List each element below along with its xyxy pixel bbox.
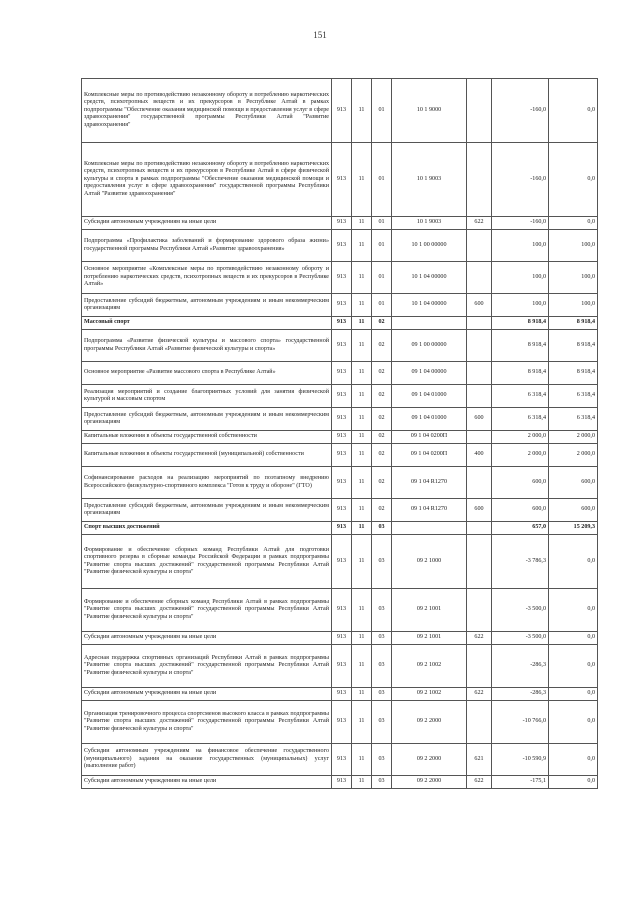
grbs-code-cell: 913 [332,330,352,362]
subsection-code-cell: 02 [372,467,392,499]
target-article-cell: 09 1 04 00000 [392,362,467,385]
subsection-code-cell: 01 [372,79,392,143]
subsection-code-cell: 02 [372,330,392,362]
amount-year2-cell: 0,0 [549,589,598,632]
row-name-cell: Организация тренировочного процесса спортсменов высокого класса в рамках подпрограммы "Развитие спорта высших достижений" государственной программы Республики Алтай "Развитие физической культуры и спорта" [82,701,332,744]
row-name-cell: Реализация мероприятий и создание благоприятных условий для занятия физической культурой и массовым спортом [82,385,332,408]
subsection-code-cell: 02 [372,317,392,330]
subsection-code-cell: 03 [372,589,392,632]
section-code-cell: 11 [352,294,372,317]
target-article-cell: 10 1 04 00000 [392,294,467,317]
row-name-cell: Субсидии автономным учреждениям на иные цели [82,217,332,230]
table-row [82,467,598,499]
amount-year1-cell: -10 590,9 [492,744,549,776]
grbs-code-cell: 913 [332,776,352,789]
grbs-code-cell: 913 [332,431,352,444]
table-row [82,317,598,330]
table-row [82,362,598,385]
grbs-code-cell: 913 [332,79,352,143]
table-row [82,701,598,744]
subsection-code-cell: 01 [372,217,392,230]
row-name-cell: Предоставление субсидий бюджетным, автономным учреждениям и иным некоммерческим организациям [82,408,332,431]
row-name-cell: Софинансирование расходов на реализацию мероприятий по поэтапному внедрению Всероссийского физкультурно-спортивного комплекса "Готов к труду и обороне" (ГТО) [82,467,332,499]
subsection-code-cell: 02 [372,362,392,385]
subsection-code-cell: 02 [372,385,392,408]
expense-type-cell [467,79,492,143]
expense-type-cell [467,522,492,535]
row-name-cell: Субсидии автономным учреждениям на финансовое обеспечение государственного (муниципального) задания на оказание государственных (муниципальных) услуг (выполнение работ) [82,744,332,776]
section-code-cell: 11 [352,431,372,444]
section-code-cell: 11 [352,262,372,294]
subsection-code-cell: 02 [372,431,392,444]
target-article-cell: 09 1 04 R1270 [392,499,467,522]
target-article-cell: 09 2 1002 [392,688,467,701]
section-code-cell: 11 [352,230,372,262]
amount-year1-cell: -286,3 [492,645,549,688]
subsection-code-cell: 01 [372,230,392,262]
subsection-code-cell: 01 [372,294,392,317]
expense-type-cell [467,330,492,362]
table-row [82,230,598,262]
subsection-code-cell: 03 [372,645,392,688]
table-row [82,385,598,408]
amount-year1-cell: -175,1 [492,776,549,789]
grbs-code-cell: 913 [332,467,352,499]
table-row [82,645,598,688]
amount-year2-cell: 15 209,3 [549,522,598,535]
section-code-cell: 11 [352,317,372,330]
amount-year2-cell: 0,0 [549,632,598,645]
grbs-code-cell: 913 [332,701,352,744]
subsection-code-cell: 02 [372,499,392,522]
expense-type-cell: 600 [467,499,492,522]
grbs-code-cell: 913 [332,444,352,467]
expense-type-cell: 600 [467,294,492,317]
target-article-cell: 09 1 00 00000 [392,330,467,362]
grbs-code-cell: 913 [332,230,352,262]
amount-year2-cell: 100,0 [549,262,598,294]
target-article-cell: 09 1 04 01000 [392,385,467,408]
amount-year1-cell: 2 000,0 [492,444,549,467]
row-name-cell: Основное мероприятие «Развитие массового спорта в Республике Алтай» [82,362,332,385]
subsection-code-cell: 03 [372,522,392,535]
target-article-cell: 10 1 04 00000 [392,262,467,294]
expense-type-cell: 622 [467,776,492,789]
section-code-cell: 11 [352,589,372,632]
target-article-cell: 09 2 1001 [392,632,467,645]
amount-year1-cell: 2 000,0 [492,431,549,444]
target-article-cell: 09 2 2000 [392,776,467,789]
grbs-code-cell: 913 [332,522,352,535]
target-article-cell: 09 2 2000 [392,744,467,776]
section-code-cell: 11 [352,217,372,230]
grbs-code-cell: 913 [332,362,352,385]
amount-year2-cell: 8 918,4 [549,317,598,330]
amount-year2-cell: 0,0 [549,688,598,701]
subsection-code-cell: 03 [372,688,392,701]
table-row [82,499,598,522]
amount-year1-cell: -3 786,3 [492,535,549,589]
section-code-cell: 11 [352,632,372,645]
subsection-code-cell: 03 [372,776,392,789]
section-code-cell: 11 [352,535,372,589]
target-article-cell: 09 1 04 01000 [392,408,467,431]
expense-type-cell [467,645,492,688]
amount-year2-cell: 8 918,4 [549,330,598,362]
row-name-cell: Массовый спорт [82,317,332,330]
section-code-cell: 11 [352,444,372,467]
amount-year2-cell: 2 000,0 [549,431,598,444]
target-article-cell: 09 1 04 R1270 [392,467,467,499]
section-code-cell: 11 [352,522,372,535]
subsection-code-cell: 02 [372,444,392,467]
table-row [82,522,598,535]
expense-type-cell: 600 [467,408,492,431]
target-article-cell: 10 1 00 00000 [392,230,467,262]
table-row [82,262,598,294]
amount-year2-cell: 0,0 [549,645,598,688]
amount-year1-cell: -10 766,0 [492,701,549,744]
row-name-cell: Предоставление субсидий бюджетным, автономным учреждениям и иным некоммерческим организациям [82,294,332,317]
amount-year2-cell: 2 000,0 [549,444,598,467]
table-row [82,776,598,789]
expense-type-cell: 621 [467,744,492,776]
expense-type-cell: 622 [467,217,492,230]
table-row [82,688,598,701]
table-row [82,589,598,632]
section-code-cell: 11 [352,385,372,408]
row-name-cell: Адресная поддержка спортивных организаций Республики Алтай в рамках подпрограммы "Развитие спорта высших достижений" государственной программы Республики Алтай "Развитие физической культуры и спорта" [82,645,332,688]
expense-type-cell: 400 [467,444,492,467]
grbs-code-cell: 913 [332,317,352,330]
amount-year1-cell: -3 500,0 [492,632,549,645]
row-name-cell: Основное мероприятие «Комплексные меры по противодействию незаконному обороту и потреблению наркотических средств, психотропных веществ и их прекурсоров в Республике Алтай» [82,262,332,294]
expense-type-cell: 622 [467,688,492,701]
subsection-code-cell: 01 [372,143,392,217]
subsection-code-cell: 03 [372,535,392,589]
grbs-code-cell: 913 [332,499,352,522]
row-name-cell: Спорт высших достижений [82,522,332,535]
table-row [82,431,598,444]
amount-year2-cell: 100,0 [549,230,598,262]
row-name-cell: Субсидии автономным учреждениям на иные цели [82,632,332,645]
row-name-cell: Субсидии автономным учреждениям на иные цели [82,776,332,789]
row-name-cell: Формирование и обеспечение сборных команд Республики Алтай для подготовки спортивного резерва в сборные команды Российской Федерации в рамках подпрограммы "Развитие спорта высших достижений" государственной программы Республики Алтай "Развитие физической культуры и спорта" [82,535,332,589]
grbs-code-cell: 913 [332,744,352,776]
amount-year1-cell: 100,0 [492,294,549,317]
table-row [82,535,598,589]
grbs-code-cell: 913 [332,589,352,632]
section-code-cell: 11 [352,688,372,701]
amount-year2-cell: 0,0 [549,143,598,217]
section-code-cell: 11 [352,776,372,789]
amount-year1-cell: 8 918,4 [492,317,549,330]
grbs-code-cell: 913 [332,294,352,317]
target-article-cell: 09 1 04 0200П [392,444,467,467]
amount-year2-cell: 6 318,4 [549,385,598,408]
section-code-cell: 11 [352,467,372,499]
table-row [82,79,598,143]
expense-type-cell [467,431,492,444]
amount-year1-cell: 6 318,4 [492,385,549,408]
budget-table [81,78,598,789]
amount-year1-cell: 600,0 [492,499,549,522]
table-row [82,217,598,230]
grbs-code-cell: 913 [332,262,352,294]
grbs-code-cell: 913 [332,143,352,217]
amount-year1-cell: 6 318,4 [492,408,549,431]
amount-year1-cell: 100,0 [492,262,549,294]
amount-year2-cell: 6 318,4 [549,408,598,431]
amount-year1-cell: -3 500,0 [492,589,549,632]
row-name-cell: Предоставление субсидий бюджетным, автономным учреждениям и иным некоммерческим организациям [82,499,332,522]
row-name-cell: Подпрограмма «Профилактика заболеваний и формирование здорового образа жизни» государственной программы Республики Алтай «Развитие здравоохранения» [82,230,332,262]
section-code-cell: 11 [352,499,372,522]
section-code-cell: 11 [352,79,372,143]
section-code-cell: 11 [352,645,372,688]
subsection-code-cell: 03 [372,701,392,744]
amount-year1-cell: -160,0 [492,217,549,230]
grbs-code-cell: 913 [332,688,352,701]
target-article-cell: 09 2 2000 [392,701,467,744]
expense-type-cell: 622 [467,632,492,645]
target-article-cell [392,317,467,330]
expense-type-cell [467,467,492,499]
row-name-cell: Подпрограмма «Развитие физической культуры и массового спорта» государственной программы Республики Алтай «Развитие физической культуры и спорта» [82,330,332,362]
expense-type-cell [467,362,492,385]
amount-year2-cell: 600,0 [549,467,598,499]
table-row [82,632,598,645]
target-article-cell: 09 2 1000 [392,535,467,589]
table-row [82,744,598,776]
amount-year1-cell: -160,0 [492,143,549,217]
grbs-code-cell: 913 [332,632,352,645]
section-code-cell: 11 [352,744,372,776]
target-article-cell [392,522,467,535]
row-name-cell: Капитальные вложения в объекты государственной собственности [82,431,332,444]
amount-year2-cell: 0,0 [549,701,598,744]
subsection-code-cell: 03 [372,632,392,645]
table-body [82,79,598,789]
expense-type-cell [467,385,492,408]
subsection-code-cell: 02 [372,408,392,431]
grbs-code-cell: 913 [332,385,352,408]
amount-year2-cell: 8 918,4 [549,362,598,385]
expense-type-cell [467,535,492,589]
table-row [82,408,598,431]
amount-year2-cell: 0,0 [549,217,598,230]
section-code-cell: 11 [352,362,372,385]
row-name-cell: Комплексные меры по противодействию незаконному обороту и потреблению наркотических средств, психотропных веществ и их прекурсоров в Республике Алтай в рамках подпрограммы "Обеспечение оказания медицинской помощи и предоставления услуг в сфере здравоохранения" государственной программы Республики Алтай "Развитие здравоохранения" [82,79,332,143]
subsection-code-cell: 03 [372,744,392,776]
amount-year2-cell: 100,0 [549,294,598,317]
table-row [82,330,598,362]
amount-year2-cell: 0,0 [549,535,598,589]
table-row [82,444,598,467]
amount-year2-cell: 0,0 [549,79,598,143]
expense-type-cell [467,230,492,262]
amount-year2-cell: 600,0 [549,499,598,522]
amount-year1-cell: 600,0 [492,467,549,499]
amount-year2-cell: 0,0 [549,776,598,789]
amount-year1-cell: 8 918,4 [492,330,549,362]
row-name-cell: Формирование и обеспечение сборных команд Республики Алтай в рамках подпрограммы "Развитие спорта высших достижений" государственной программы Республики Алтай "Развитие физической культуры и спорта" [82,589,332,632]
target-article-cell: 09 2 1001 [392,589,467,632]
row-name-cell: Субсидии автономным учреждениям на иные цели [82,688,332,701]
expense-type-cell [467,701,492,744]
target-article-cell: 09 2 1002 [392,645,467,688]
grbs-code-cell: 913 [332,217,352,230]
grbs-code-cell: 913 [332,535,352,589]
row-name-cell: Комплексные меры по противодействию незаконному обороту и потреблению наркотических средств, психотропных веществ и их прекурсоров в Республике Алтай в сфере физической культуры и спорта в рамках подпрограммы "Обеспечение оказания медицинской помощи и предоставления услуг в сфере здравоохранения" государственной программы Республики Алтай "Развитие здравоохранения" [82,143,332,217]
page-number: 151 [313,30,327,40]
grbs-code-cell: 913 [332,408,352,431]
target-article-cell: 10 1 9000 [392,79,467,143]
section-code-cell: 11 [352,143,372,217]
section-code-cell: 11 [352,701,372,744]
amount-year1-cell: 8 918,4 [492,362,549,385]
table-row [82,143,598,217]
row-name-cell: Капитальные вложения в объекты государственной (муниципальной) собственности [82,444,332,467]
table-row [82,294,598,317]
target-article-cell: 10 1 9003 [392,217,467,230]
expense-type-cell [467,317,492,330]
section-code-cell: 11 [352,408,372,431]
amount-year1-cell: -286,3 [492,688,549,701]
amount-year1-cell: 100,0 [492,230,549,262]
expense-type-cell [467,143,492,217]
grbs-code-cell: 913 [332,645,352,688]
expense-type-cell [467,262,492,294]
section-code-cell: 11 [352,330,372,362]
target-article-cell: 10 1 9003 [392,143,467,217]
amount-year1-cell: -160,0 [492,79,549,143]
expense-type-cell [467,589,492,632]
amount-year1-cell: 657,0 [492,522,549,535]
amount-year2-cell: 0,0 [549,744,598,776]
subsection-code-cell: 01 [372,262,392,294]
target-article-cell: 09 1 04 0200П [392,431,467,444]
